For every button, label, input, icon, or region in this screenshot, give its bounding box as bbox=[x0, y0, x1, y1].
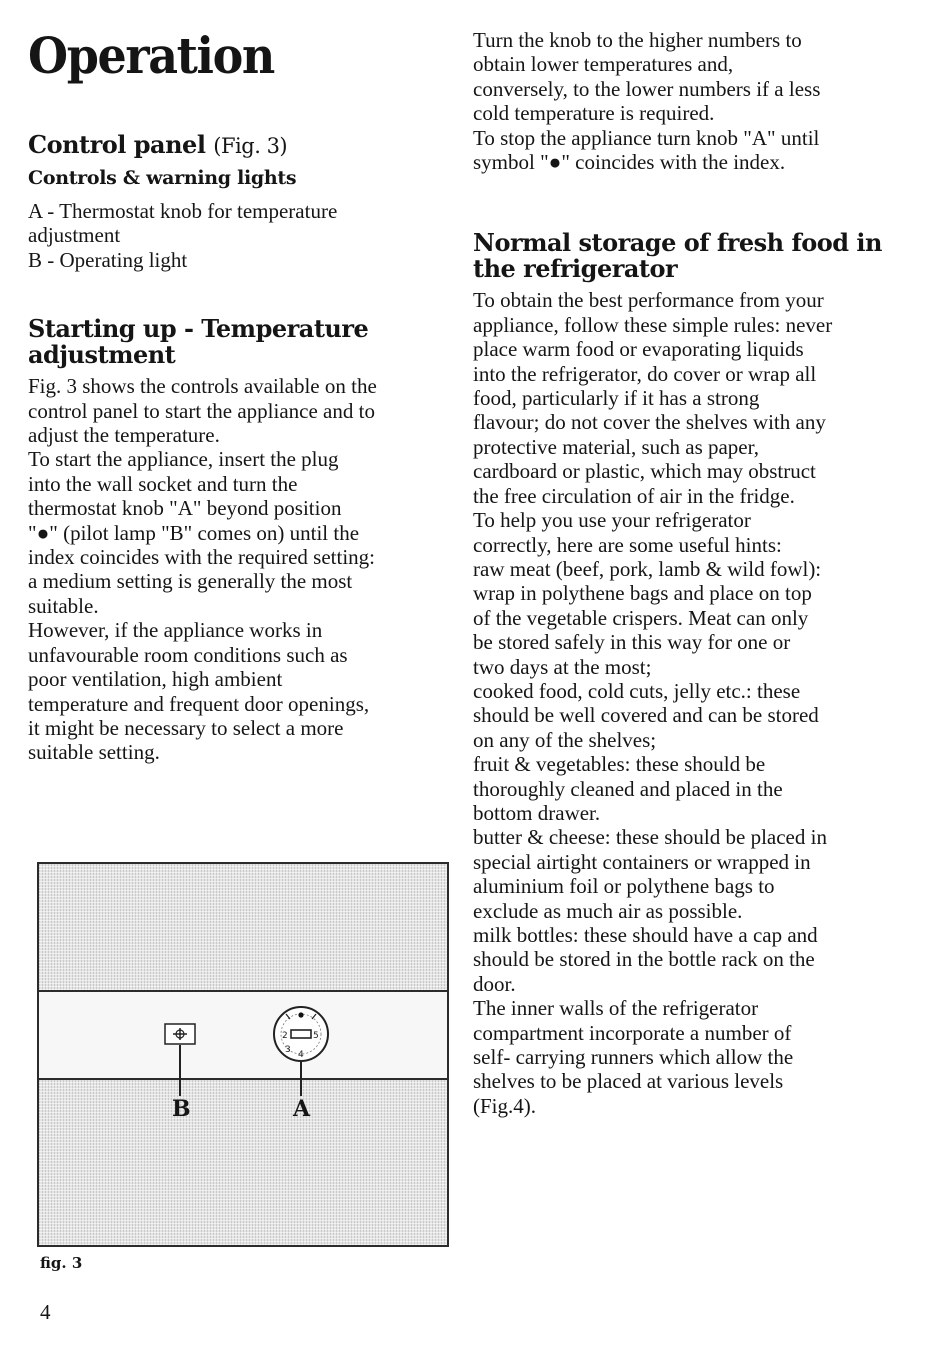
page-title: Operation bbox=[28, 26, 274, 85]
text-line: To help you use your refrigerator bbox=[473, 508, 751, 533]
starting-up-heading bbox=[28, 316, 458, 368]
text-line: should be well covered and can be stored bbox=[473, 703, 819, 728]
text-line: B - Operating light bbox=[28, 247, 188, 272]
text-line: of the vegetable crispers. Meat can only bbox=[473, 605, 809, 630]
text-line: flavour; do not cover the shelves with any bbox=[473, 410, 826, 435]
text-line: it might be necessary to select a more bbox=[28, 715, 344, 740]
heading-line: the refrigerator bbox=[473, 254, 678, 284]
text-line: suitable setting. bbox=[28, 740, 160, 765]
normal-storage-heading bbox=[473, 230, 913, 282]
heading-line: Starting up - Temperature bbox=[28, 314, 369, 344]
text-line: unfavourable room conditions such as bbox=[28, 642, 348, 667]
text-line: appliance, follow these simple rules: never bbox=[473, 312, 833, 337]
text-line: Fig. 3 shows the controls available on the bbox=[28, 374, 377, 399]
figure-drawing bbox=[39, 864, 447, 1245]
text-line: control panel to start the appliance and to bbox=[28, 398, 375, 423]
text-line: a medium setting is generally the most bbox=[28, 569, 353, 594]
label-operating-light-b: B bbox=[172, 1096, 191, 1122]
knob-instructions-text bbox=[473, 28, 913, 174]
text-line: exclude as much air as possible. bbox=[473, 898, 743, 923]
text-line: cold temperature is required. bbox=[473, 101, 715, 126]
control-panel-figure bbox=[37, 862, 449, 1247]
text-line: shelves to be placed at various levels bbox=[473, 1069, 784, 1094]
text-line: index coincides with the required setting: bbox=[28, 545, 375, 570]
label-thermostat-knob-a: A bbox=[293, 1096, 311, 1122]
text-line: the free circulation of air in the fridge. bbox=[473, 483, 795, 508]
control-panel-heading-text: Control panel bbox=[28, 130, 206, 159]
heading-line: adjustment bbox=[28, 340, 176, 370]
knob-mark-2: 2 bbox=[282, 1031, 288, 1041]
normal-storage-section bbox=[473, 230, 913, 1118]
text-line: cardboard or plastic, which may obstruct bbox=[473, 459, 816, 484]
text-line: thermostat knob "A" beyond position bbox=[28, 496, 342, 521]
text-line: conversely, to the lower numbers if a less bbox=[473, 76, 821, 101]
operating-light-icon bbox=[165, 1024, 195, 1044]
controls-subheading: Controls & warning lights bbox=[28, 167, 297, 189]
left-column bbox=[28, 132, 458, 765]
text-line: To obtain the best performance from your bbox=[473, 288, 824, 313]
text-line: thoroughly cleaned and placed in the bbox=[473, 776, 783, 801]
thermostat-knob-icon bbox=[274, 1007, 328, 1061]
text-line: raw meat (beef, pork, lamb & wild fowl): bbox=[473, 556, 822, 581]
text-line: aluminium foil or polythene bags to bbox=[473, 874, 775, 899]
text-line: two days at the most; bbox=[473, 654, 652, 679]
text-line: To start the appliance, insert the plug bbox=[28, 447, 339, 472]
starting-up-section bbox=[28, 316, 458, 765]
text-line: should be stored in the bottle rack on the bbox=[473, 947, 815, 972]
text-line: self- carrying runners which allow the bbox=[473, 1045, 794, 1070]
figure-reference: (Fig. 3) bbox=[213, 134, 288, 158]
text-line: protective material, such as paper, bbox=[473, 434, 760, 459]
text-line: adjust the temperature. bbox=[28, 423, 220, 448]
normal-storage-text bbox=[473, 288, 913, 1118]
text-line: special airtight containers or wrapped in bbox=[473, 849, 811, 874]
text-line: milk bottles: these should have a cap and bbox=[473, 923, 818, 947]
text-line: fruit & vegetables: these should be bbox=[473, 752, 766, 777]
control-panel-text bbox=[28, 199, 458, 272]
text-line: butter & cheese: these should be placed in bbox=[473, 825, 827, 850]
figure-caption: fig. 3 bbox=[40, 1254, 83, 1272]
text-line: food, particularly if it has a strong bbox=[473, 386, 760, 411]
text-line: into the refrigerator, do cover or wrap all bbox=[473, 361, 817, 386]
control-panel-section bbox=[28, 132, 458, 272]
heading-line: Normal storage of fresh food in bbox=[473, 228, 882, 258]
knob-mark-5: 5 bbox=[313, 1031, 319, 1041]
text-line: A - Thermostat knob for temperature bbox=[28, 199, 338, 223]
text-line: compartment incorporate a number of bbox=[473, 1020, 792, 1045]
page-number: 4 bbox=[40, 1300, 51, 1324]
text-line: poor ventilation, high ambient bbox=[28, 667, 283, 692]
text-line: place warm food or evaporating liquids bbox=[473, 337, 804, 362]
text-line: adjustment bbox=[28, 223, 121, 248]
text-line: correctly, here are some useful hints: bbox=[473, 532, 782, 557]
text-line: Turn the knob to the higher numbers to bbox=[473, 28, 802, 52]
text-line: The inner walls of the refrigerator bbox=[473, 996, 759, 1021]
text-line: bottom drawer. bbox=[473, 800, 601, 825]
text-line: "●" (pilot lamp "B" comes on) until the bbox=[28, 520, 360, 545]
text-line: on any of the shelves; bbox=[473, 727, 657, 752]
control-panel-heading bbox=[28, 132, 458, 159]
text-line: into the wall socket and turn the bbox=[28, 471, 298, 496]
knob-mark-4: 4 bbox=[298, 1050, 304, 1060]
text-line: door. bbox=[473, 971, 516, 996]
text-line: temperature and frequent door openings, bbox=[28, 691, 370, 716]
text-line: obtain lower temperatures and, bbox=[473, 52, 734, 77]
knob-mark-3: 3 bbox=[285, 1045, 291, 1055]
text-line: However, if the appliance works in bbox=[28, 618, 323, 643]
text-line: cooked food, cold cuts, jelly etc.: these bbox=[473, 678, 801, 703]
starting-up-text bbox=[28, 374, 458, 765]
text-line: be stored safely in this way for one or bbox=[473, 630, 791, 655]
text-line: wrap in polythene bags and place on top bbox=[473, 581, 812, 606]
right-column bbox=[473, 28, 913, 1118]
text-line: (Fig.4). bbox=[473, 1093, 536, 1118]
text-line: symbol "●" coincides with the index. bbox=[473, 150, 786, 175]
text-line: suitable. bbox=[28, 593, 99, 618]
text-line: To stop the appliance turn knob "A" until bbox=[473, 125, 820, 150]
